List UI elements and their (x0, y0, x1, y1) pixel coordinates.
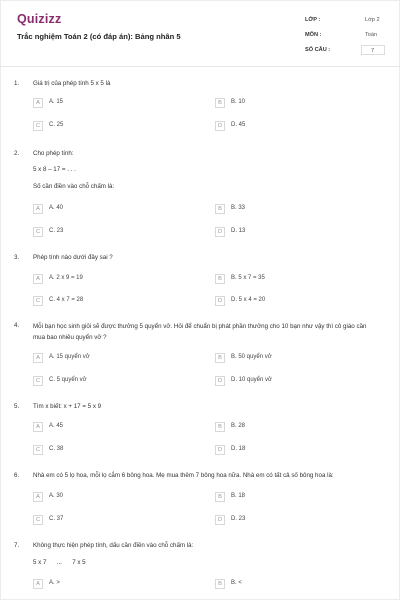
option-text: D. 45 (231, 122, 246, 128)
option-text: D. 13 (231, 228, 246, 234)
quizizz-logo: Quizizz (17, 12, 62, 26)
meta-subject (305, 29, 387, 43)
meta-count-value: 7 (361, 45, 385, 55)
question-text: Tìm x biết: x + 17 = 5 x 9 (33, 403, 102, 410)
option-text: D. 18 (231, 446, 246, 452)
option-text: D. 5 x 4 = 20 (231, 297, 266, 303)
question-expression: 5 x 8 – 17 = . . . (33, 166, 76, 173)
option-badge: A (33, 492, 43, 502)
option-badge: D (215, 445, 225, 455)
question-number: 7. (14, 542, 20, 549)
question-expression: 5 x 7 ... 7 x 5 (33, 559, 86, 566)
option-badge: B (215, 353, 225, 363)
option-badge: B (215, 422, 225, 432)
option-badge: B (215, 274, 225, 284)
option-text: B. 5 x 7 = 35 (231, 275, 265, 281)
option-badge: B (215, 98, 225, 108)
option-text: D. 23 (231, 516, 246, 522)
question-number: 4. (14, 322, 20, 329)
option-text: D. 10 quyển vở (231, 377, 272, 383)
option-text: B. < (231, 580, 242, 586)
option-badge: A (33, 274, 43, 284)
worksheet-header (0, 0, 400, 67)
meta-class (305, 14, 387, 28)
option-badge: D (215, 121, 225, 131)
meta-subject-label: MÔN : (305, 32, 322, 38)
option-text: A. 2 x 9 = 19 (49, 275, 83, 281)
option-badge: B (215, 204, 225, 214)
option-badge: C (33, 445, 43, 455)
question-text: Mỗi bạn học sinh giỏi sẽ được thưởng 5 quyển vở. Hỏi để chuẩn bị phát phần thưởng cho 10 bạn như vậy thì cô giáo cần mua bao nhiêu quyển vở ? (33, 323, 367, 341)
option-badge: A (33, 579, 43, 589)
meta-count (305, 44, 387, 58)
option-text: B. 10 (231, 99, 246, 105)
option-badge: B (215, 579, 225, 589)
question-number: 5. (14, 403, 20, 410)
meta-subject-value: Toán (365, 32, 378, 38)
option-text: A. 15 quyển vở (49, 354, 90, 360)
option-text: C. 37 (49, 516, 64, 522)
option-text: C. 5 quyển vở (49, 377, 87, 383)
question-number: 1. (14, 80, 20, 87)
option-text: C. 25 (49, 122, 64, 128)
question-prompt: Số cần điền vào chỗ chấm là: (33, 183, 115, 190)
question-text: Cho phép tính: (33, 150, 74, 157)
option-badge: C (33, 296, 43, 306)
option-text: C. 38 (49, 446, 64, 452)
question-text: Nhà em có 5 lọ hoa, mỗi lọ cắm 6 bông hoa. Mẹ mua thêm 7 bông hoa nữa. Nhà em có tất cả số bông hoa là: (33, 472, 334, 479)
option-text: B. 18 (231, 493, 246, 499)
question-text: Phép tính nào dưới đây sai ? (33, 254, 113, 261)
option-badge: C (33, 121, 43, 131)
option-text: A. 15 (49, 99, 64, 105)
option-badge: D (215, 296, 225, 306)
option-badge: D (215, 227, 225, 237)
option-badge: D (215, 515, 225, 525)
option-badge: C (33, 376, 43, 386)
meta-class-label: LỚP : (305, 17, 321, 23)
option-text: C. 4 x 7 = 28 (49, 297, 84, 303)
worksheet-title: Trắc nghiệm Toán 2 (có đáp án): Bảng nhân 5 (17, 32, 181, 41)
option-text: B. 28 (231, 423, 246, 429)
option-badge: A (33, 204, 43, 214)
option-badge: D (215, 376, 225, 386)
option-text: A. 30 (49, 493, 64, 499)
question-text: Giá trị của phép tính 5 x 5 là (33, 80, 111, 87)
option-text: A. > (49, 580, 60, 586)
option-badge: A (33, 98, 43, 108)
question-number: 2. (14, 150, 20, 157)
meta-class-value: Lớp 2 (365, 17, 380, 23)
option-badge: A (33, 422, 43, 432)
question-number: 3. (14, 254, 20, 261)
option-badge: C (33, 227, 43, 237)
option-badge: B (215, 492, 225, 502)
option-text: B. 33 (231, 205, 246, 211)
question-text: Không thực hiện phép tính, dấu cần điền vào chỗ chấm là: (33, 542, 194, 549)
option-badge: A (33, 353, 43, 363)
option-text: A. 45 (49, 423, 64, 429)
option-text: B. 50 quyển vở (231, 354, 272, 360)
question-number: 6. (14, 472, 20, 479)
option-text: C. 23 (49, 228, 64, 234)
meta-count-label: SỐ CÂU : (305, 47, 331, 53)
option-badge: C (33, 515, 43, 525)
option-text: A. 40 (49, 205, 64, 211)
